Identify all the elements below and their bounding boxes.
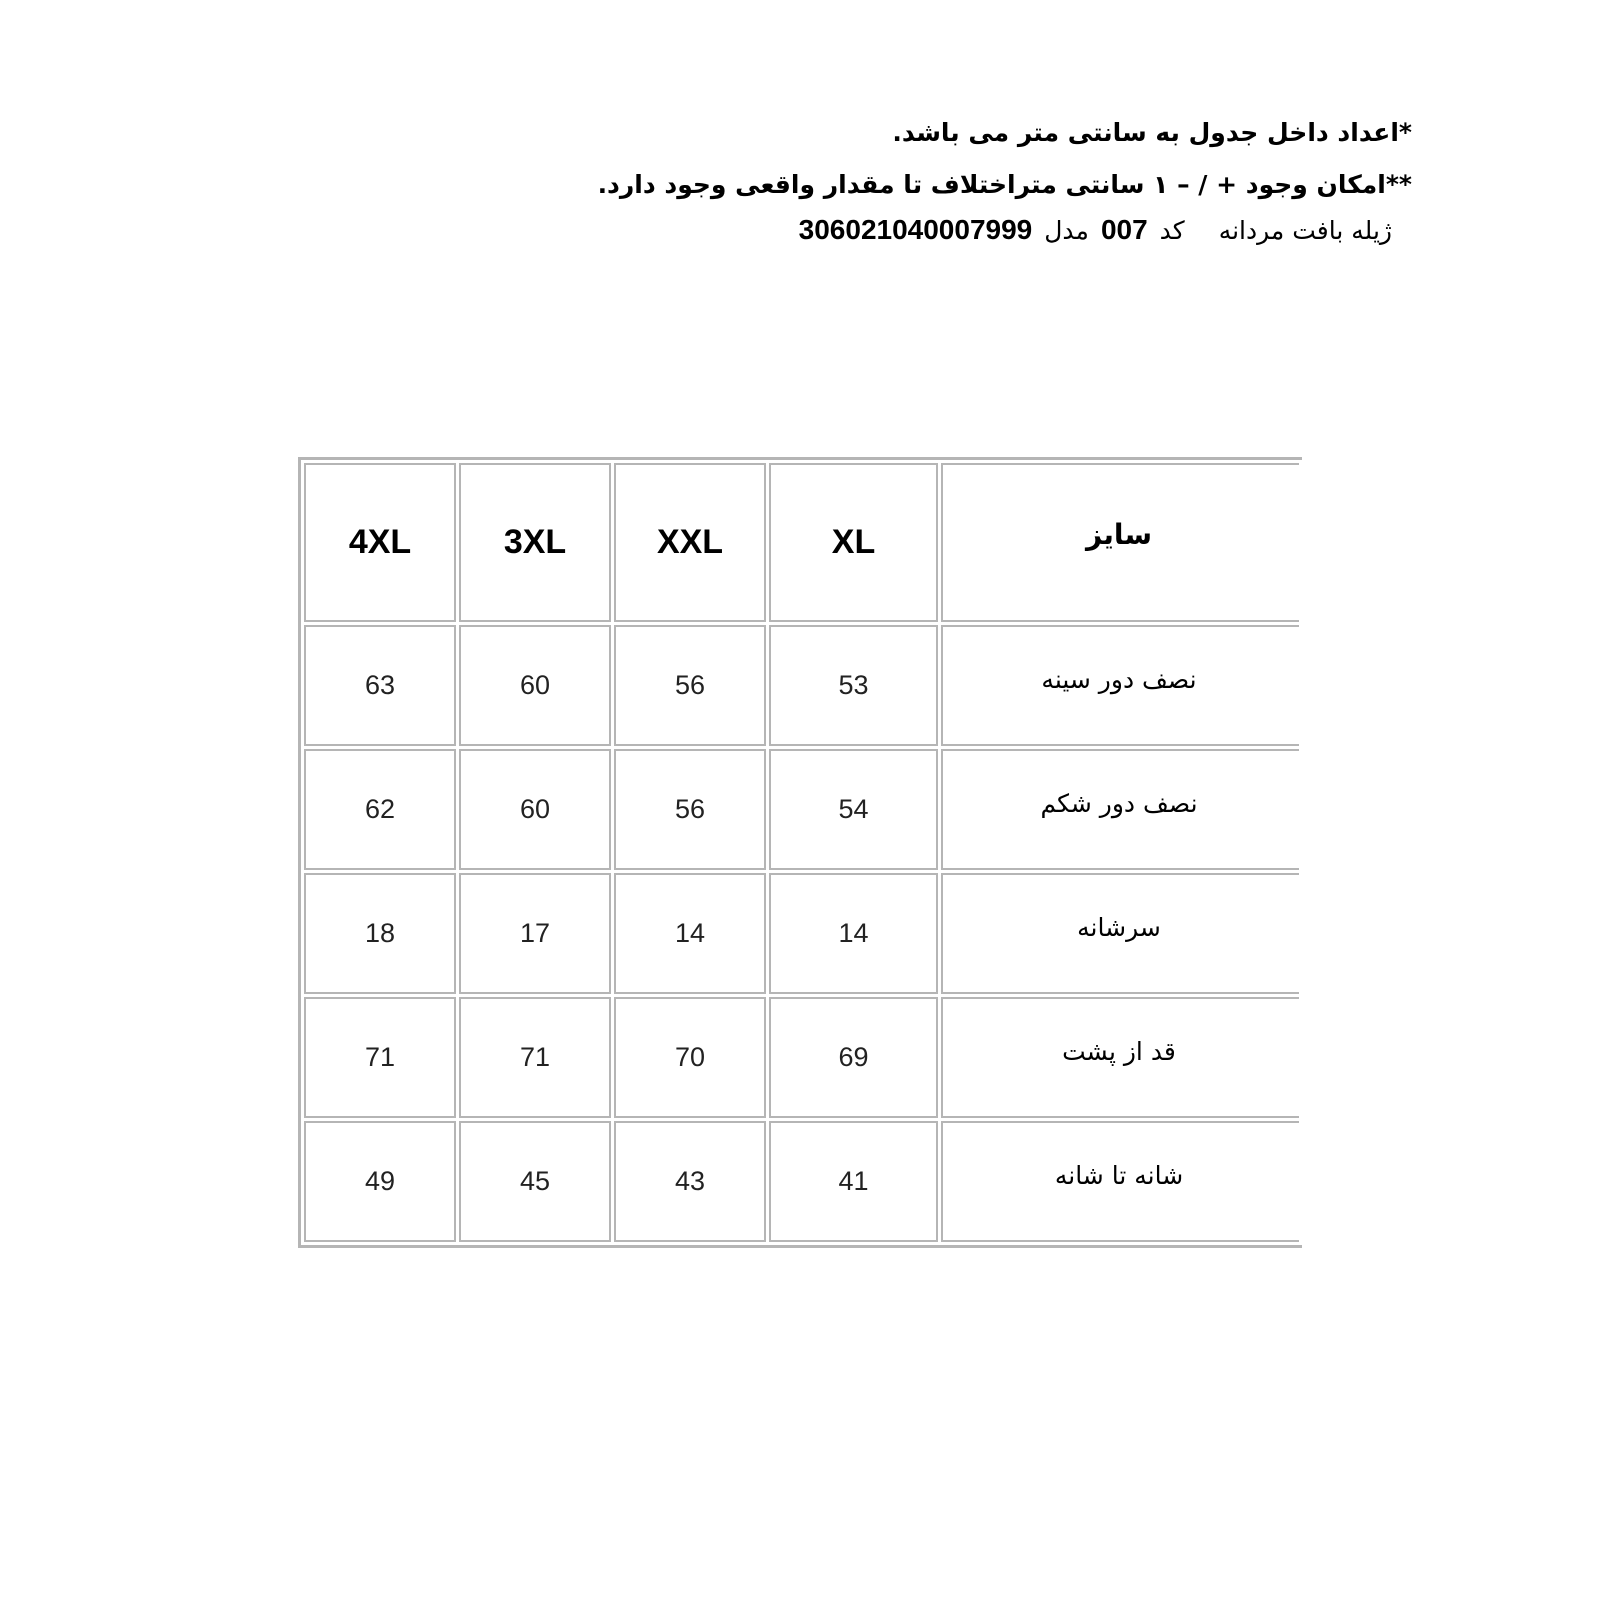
- table-row: [304, 625, 1299, 746]
- cell-value: 69: [838, 1042, 869, 1072]
- table-header-row: [304, 463, 1299, 622]
- table-row: [304, 1121, 1299, 1242]
- value-cell: [304, 1121, 456, 1242]
- value-cell: [304, 625, 456, 746]
- row-label-cell: [941, 1121, 1299, 1242]
- product-model-label: مدل: [1044, 216, 1089, 245]
- product-code-value: 007: [1100, 214, 1148, 245]
- row-label-cell: [941, 873, 1299, 994]
- value-cell: [769, 997, 938, 1118]
- value-cell: [614, 1121, 766, 1242]
- cell-value: 71: [364, 1042, 396, 1072]
- size-chart-table: [298, 457, 1302, 1248]
- size-header-cell: [459, 463, 611, 622]
- value-cell: [304, 873, 456, 994]
- value-cell: [614, 873, 766, 994]
- row-label-waist: نصف دور شکم: [1040, 789, 1198, 818]
- size-header-xxl: XXL: [656, 523, 724, 561]
- value-cell: [769, 625, 938, 746]
- size-header-cell: [769, 463, 938, 622]
- value-cell: [614, 625, 766, 746]
- cell-value: 14: [838, 918, 869, 948]
- size-header-cell: [614, 463, 766, 622]
- value-cell: [304, 749, 456, 870]
- cell-value: 14: [674, 918, 706, 948]
- note-tolerance: **امکان وجود + / – ۱ سانتی متراختلاف تا مقدار واقعی وجود دارد.: [597, 170, 1412, 199]
- cell-value: 60: [519, 794, 551, 824]
- cell-value: 60: [519, 670, 551, 700]
- value-cell: [769, 1121, 938, 1242]
- size-header-3xl: 3XL: [503, 523, 567, 561]
- value-cell: [614, 749, 766, 870]
- value-cell: [459, 873, 611, 994]
- cell-value: 54: [838, 794, 869, 824]
- size-header-xl: XL: [831, 523, 876, 561]
- cell-value: 43: [674, 1166, 706, 1196]
- label-header-cell: [941, 463, 1299, 622]
- cell-value: 18: [364, 918, 396, 948]
- table-row: [304, 873, 1299, 994]
- size-column-title: سایز: [1086, 518, 1152, 551]
- row-label-back-length: قد از پشت: [1062, 1037, 1176, 1066]
- product-name: ژیله بافت مردانه: [1218, 216, 1392, 245]
- cell-value: 63: [364, 670, 396, 700]
- value-cell: [459, 749, 611, 870]
- product-title-line: [799, 214, 1392, 246]
- cell-value: 17: [519, 918, 551, 948]
- row-label-chest: نصف دور سینه: [1041, 665, 1197, 694]
- value-cell: [304, 997, 456, 1118]
- cell-value: 71: [519, 1042, 551, 1072]
- row-label-cell: [941, 997, 1299, 1118]
- value-cell: [459, 997, 611, 1118]
- cell-value: 53: [838, 670, 869, 700]
- cell-value: 41: [838, 1166, 869, 1196]
- cell-value: 45: [519, 1166, 551, 1196]
- table-row: [304, 749, 1299, 870]
- cell-value: 62: [364, 794, 396, 824]
- row-label-shoulder-to-shoulder: شانه تا شانه: [1054, 1161, 1184, 1190]
- cell-value: 56: [674, 794, 706, 824]
- value-cell: [769, 749, 938, 870]
- size-header-4xl: 4XL: [348, 523, 412, 561]
- product-model-value: 306021040007999: [798, 214, 1033, 245]
- row-label-cell: [941, 749, 1299, 870]
- row-label-cell: [941, 625, 1299, 746]
- value-cell: [459, 1121, 611, 1242]
- row-label-shoulder: سرشانه: [1077, 913, 1161, 942]
- note-units: *اعداد داخل جدول به سانتی متر می باشد.: [892, 118, 1412, 147]
- cell-value: 56: [674, 670, 706, 700]
- value-cell: [459, 625, 611, 746]
- value-cell: [769, 873, 938, 994]
- cell-value: 70: [674, 1042, 706, 1072]
- value-cell: [614, 997, 766, 1118]
- table-row: [304, 997, 1299, 1118]
- size-header-cell: [304, 463, 456, 622]
- product-code-label: کد: [1159, 216, 1185, 245]
- cell-value: 49: [364, 1166, 396, 1196]
